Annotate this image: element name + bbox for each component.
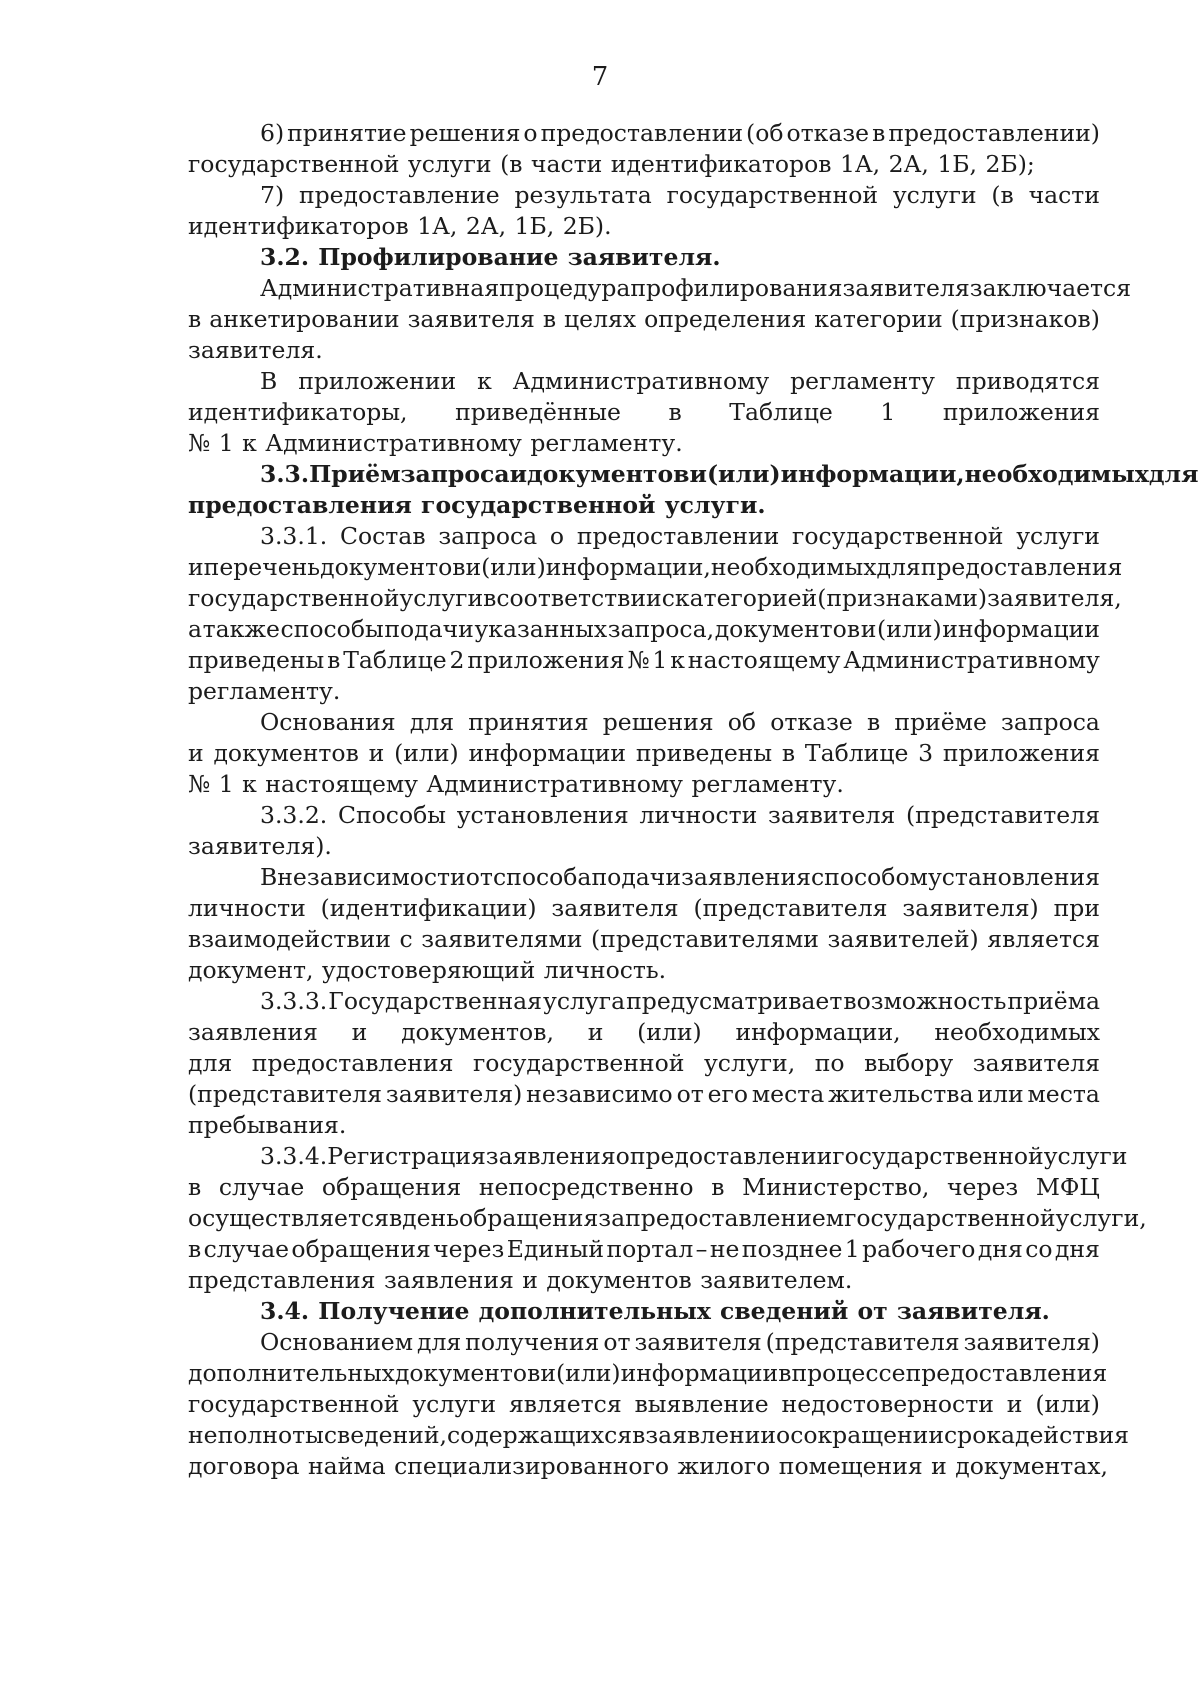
paragraph	[188, 1327, 1129, 1482]
text-line: 3.3.4. Регистрация заявления о предоставлении государственной услуги	[260, 1142, 1128, 1170]
paragraph	[188, 273, 1132, 366]
text-line: Основанием для получения от заявителя (представителя заявителя)	[260, 1328, 1100, 1356]
text-line: В приложении к Административному регламенту приводятся	[260, 367, 1100, 395]
text-line: и перечень документов и (или) информации, необходимых для предоставления	[188, 553, 1123, 581]
paragraph	[188, 986, 1100, 1141]
text-line: приведены в Таблице 2 приложения № 1 к настоящему Административному	[188, 646, 1100, 674]
text-line: (представителя заявителя) независимо от его места жительства или места	[188, 1080, 1100, 1108]
text-line: для предоставления государственной услуги, по выбору заявителя	[188, 1049, 1100, 1077]
section-heading	[188, 1296, 1100, 1327]
text-line: договора найма специализированного жилого помещения и документах,	[188, 1452, 1109, 1480]
text-line: дополнительных документов и (или) информации в процессе предоставления	[188, 1359, 1108, 1387]
text-line: 7) предоставление результата государственной услуги (в части	[260, 181, 1100, 209]
text-line: идентификаторов 1А, 2А, 1Б, 2Б).	[188, 212, 612, 240]
text-line: государственной услуги является выявление недостоверности и (или)	[188, 1390, 1100, 1418]
text-line: представления заявления и документов заявителем.	[188, 1266, 853, 1294]
text-line: 3.3.3. Государственная услуга предусматривает возможность приёма	[260, 987, 1100, 1015]
paragraph	[188, 1141, 1147, 1296]
paragraph	[188, 180, 1100, 242]
text-line: Административная процедура профилирования заявителя заключается	[260, 274, 1132, 302]
document-body	[188, 118, 1199, 1482]
text-line: Вне зависимости от способа подачи заявления способом установления	[260, 863, 1100, 891]
paragraph	[188, 707, 1100, 800]
paragraph	[188, 521, 1123, 707]
text-line: государственной услуги (в части идентификаторов 1А, 2А, 1Б, 2Б);	[188, 150, 1035, 178]
text-line: регламенту.	[188, 677, 341, 705]
text-line: предоставления государственной услуги.	[188, 491, 766, 519]
text-line: заявителя.	[188, 336, 323, 364]
section-heading	[188, 242, 1100, 273]
text-line: в случае обращения через Единый портал – не позднее 1 рабочего дня со дня	[188, 1235, 1100, 1263]
text-line: заявления и документов, и (или) информации, необходимых	[188, 1018, 1100, 1046]
text-line: Основания для принятия решения об отказе в приёме запроса	[260, 708, 1100, 736]
text-line: личности (идентификации) заявителя (представителя заявителя) при	[188, 894, 1100, 922]
paragraph	[188, 118, 1100, 180]
text-line: государственной услуги в соответствии с категорией (признаками) заявителя,	[188, 584, 1122, 612]
text-line: 6) принятие решения о предоставлении (об отказе в предоставлении)	[260, 119, 1100, 147]
text-line: и документов и (или) информации приведены в Таблице 3 приложения	[188, 739, 1100, 767]
page-number: 7	[591, 62, 609, 92]
text-line: в анкетировании заявителя в целях определения категории (признаков)	[188, 305, 1100, 333]
text-line: заявителя).	[188, 832, 332, 860]
text-line: взаимодействии с заявителями (представителями заявителей) является	[188, 925, 1100, 953]
paragraph	[188, 800, 1100, 862]
text-line: идентификаторы, приведённые в Таблице 1 приложения	[188, 398, 1100, 426]
text-line: осуществляется в день обращения за предоставлением государственной услуги,	[188, 1204, 1147, 1232]
text-line: № 1 к настоящему Административному регламенту.	[188, 770, 844, 798]
text-line: 3.2. Профилирование заявителя.	[260, 243, 721, 271]
text-line: 3.3.2. Способы установления личности заявителя (представителя	[260, 801, 1100, 829]
text-line: в случае обращения непосредственно в Министерство, через МФЦ	[188, 1173, 1100, 1201]
text-line: пребывания.	[188, 1111, 347, 1139]
text-line: а также способы подачи указанных запроса, документов и (или) информации	[188, 615, 1100, 643]
text-line: 3.3.1. Состав запроса о предоставлении государственной услуги	[260, 522, 1100, 550]
text-line: 3.4. Получение дополнительных сведений от заявителя.	[260, 1297, 1050, 1325]
section-heading	[188, 459, 1199, 521]
text-line: документ, удостоверяющий личность.	[188, 956, 667, 984]
paragraph	[188, 862, 1100, 986]
text-line: 3.3. Приём запроса и документов и (или) информации, необходимых для	[260, 460, 1199, 488]
text-line: № 1 к Административному регламенту.	[188, 429, 683, 457]
text-line: неполноты сведений, содержащихся в заявлении о сокращении срока действия	[188, 1421, 1129, 1449]
paragraph	[188, 366, 1100, 459]
